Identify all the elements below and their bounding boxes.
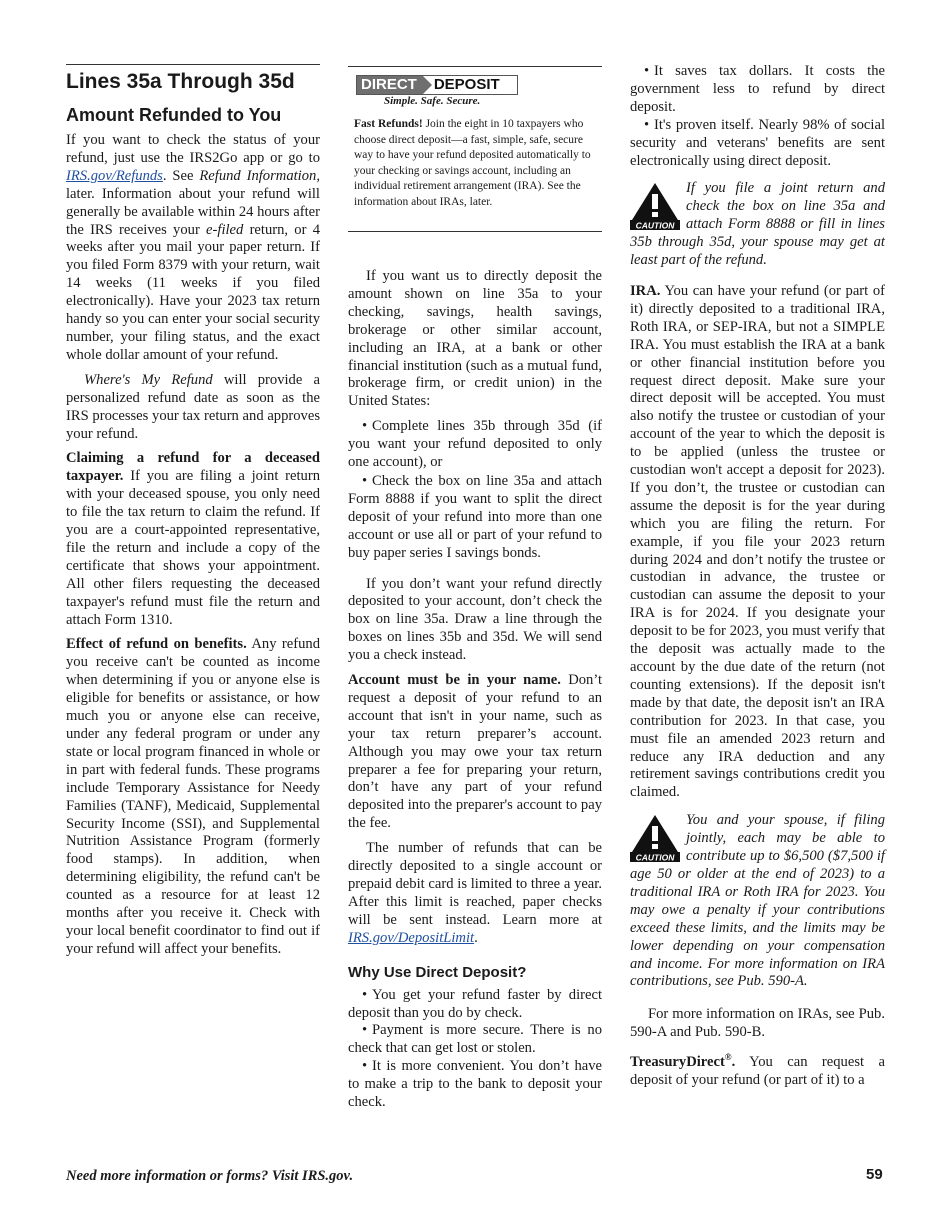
text-run: You get your refund faster by direct deposit than you do by check. (348, 986, 602, 1021)
caution-note-contribution-limits (630, 812, 885, 991)
footer-text: Need more information or forms? Visit IRS.gov. (66, 1168, 354, 1184)
direct-deposit-tagline: Simple. Safe. Secure. (384, 95, 481, 107)
deposit-limit-link[interactable]: IRS.gov/DepositLimit (348, 929, 475, 946)
text-run: . (731, 1053, 736, 1070)
caution-note-joint-return (630, 180, 885, 270)
run-in-heading (630, 1054, 735, 1070)
text-run: Payment is more secure. There is no check that can get lost or stolen. (348, 1022, 602, 1057)
section-subtitle: Amount Refunded to You (66, 105, 282, 125)
column-1 (66, 70, 320, 966)
text-run: Don’t request a deposit of your refund to an account that isn't in your name, such as your tax return preparer’s account. Although you may owe your tax return preparer a fee for preparing your return, don’t have any part of your refund deposited into the preparer's account to pay the fee. (348, 672, 602, 832)
text-run: Where's My Refund (84, 371, 213, 388)
refund-status-paragraph (66, 132, 320, 365)
wheres-my-refund-paragraph (66, 372, 320, 444)
run-in-heading: Account must be in your name. (348, 672, 561, 689)
direct-deposit-intro: If you want us to directly deposit the amount shown on line 35a to your checking, savings, health savings, brokerage or other similar account, including an IRA, at a bank or other financial institution (such as a mutual fund, brokerage firm, or credit union) in the United States: (348, 268, 602, 410)
bullet-icon: • (362, 1022, 368, 1039)
text-run: You can request a deposit of your refund (or part of it) to a (630, 1053, 885, 1088)
list-item (348, 418, 602, 472)
ira-paragraph (630, 283, 885, 802)
text-run: Join the eight in 10 taxpayers who choose direct deposit—a fast, simple, safe, secure way to have your refund deposited automatically to your checking or savings account, including an individual retirement arrangement (IRA). See the information about IRAs, later. (354, 118, 591, 208)
text-run: later. Information about your refund will generally be available within 24 hours after the IRS receives your (66, 185, 320, 238)
deceased-taxpayer-paragraph (66, 450, 320, 629)
registered-mark: ® (724, 1052, 732, 1063)
bullet-icon: • (644, 63, 650, 79)
run-in-heading: IRA. (630, 282, 661, 299)
bullet-icon: • (362, 1058, 368, 1075)
run-in-heading: Fast Refunds! (354, 118, 423, 130)
list-item (348, 987, 602, 1023)
text-run: e-filed (206, 221, 244, 238)
col1-top-rule (66, 64, 320, 65)
list-item (630, 63, 885, 117)
column-2 (348, 268, 602, 1112)
text-run: TreasuryDirect (630, 1053, 725, 1070)
page-number: 59 (866, 1166, 883, 1183)
list-item (348, 1058, 602, 1112)
text-run: If you are filing a joint return with your deceased spouse, you only need to file the tax return to claim the refund. If you are a court-appointed representative, file the return and include a copy of the certificate that shows your appointment. All other filers requesting the deceased taxpayer's refund must file the return and attach Form 1310. (66, 468, 320, 628)
benefits-paragraph (66, 636, 320, 958)
logo-deposit-text: DEPOSIT (433, 76, 500, 93)
text-run: You can have your refund (or part of it) directly deposited to a traditional IRA, Roth IRA, or SEP-IRA, but not a SIMPLE IRA. You must establish the IRA at a bank or other financial institution before you request direct deposit. Make sure your direct deposit will be accepted. You must also notify the trustee or custodian of your account of the year to which the deposit is to be applied (unless the trustee or custodian won't accept a deposit for 2023). If you don’t, the trustee or custodian can assume the deposit is for the year during which you are filing the return. For example, if you file your 2023 return during 2024 and don’t notify the trustee or custodian in advance, the trustee or custodian can assume the deposit to your IRA is for 2024. If you designate your deposit to be for 2023, you must verify that the deposit was actually made to the account by the due date of the return (not counting extensions). If the deposit isn't made by that date, the deposit isn't an IRA contribution for 2023. In that case, you must file an amended 2023 return and reduce any IRA deduction and any retirement savings contributions credit you claimed. (630, 282, 885, 801)
fast-refunds-text (354, 117, 598, 211)
more-ira-info-paragraph: For more information on IRAs, see Pub. 590-A and Pub. 590-B. (630, 1006, 885, 1041)
run-in-heading: Effect of refund on benefits. (66, 636, 247, 653)
direct-deposit-box (348, 66, 602, 232)
bullet-icon: • (644, 116, 650, 133)
caution-label: CAUTION (635, 220, 675, 231)
list-item (348, 1022, 602, 1058)
deposit-limit-paragraph (348, 840, 602, 947)
logo-arrow-icon (423, 76, 432, 94)
account-name-paragraph (348, 672, 602, 833)
caution-text: If you file a joint return and check the box on line 35a and attach Form 8888 or fill in lines 35b through 35d, your spouse may get at least part of the refund. (630, 180, 885, 269)
caution-icon (630, 814, 680, 862)
caution-label: CAUTION (635, 852, 675, 863)
text-run: . See (162, 167, 200, 184)
text-run: . (474, 929, 478, 946)
text-run: The number of refunds that can be directly deposited to a single account or prepaid debit card is limited to three a year. After this limit is reached, paper checks will be sent instead. Learn more at (348, 840, 602, 928)
text-run: If you want to check the status of your refund, just use the IRS2Go app or go to (66, 132, 320, 166)
list-item (630, 117, 885, 171)
list-item (348, 473, 602, 563)
treasury-direct-paragraph (630, 1049, 885, 1090)
direct-deposit-logo (356, 75, 518, 95)
text-run: return, or 4 weeks after you mail your paper return. If you filed Form 8379 with your return, wait 14 weeks (11 weeks if you filed electronically). Have your 2023 tax return handy so you can enter your social security number, your filing status, and the exact whole dollar amount of your refund. (66, 221, 320, 363)
bullet-icon: • (362, 418, 368, 435)
text-run: will provide a personalized refund date as soon as the IRS processes your tax return and approves your refund. (66, 371, 320, 442)
run-in-heading: Claiming a refund for a deceased taxpayer. (66, 450, 320, 485)
column-3 (630, 63, 885, 1097)
text-run: It saves tax dollars. It costs the government less to refund by direct deposit. (630, 63, 885, 115)
text-run: Any refund you receive can't be counted as income when determining if you or anyone else is eligible for benefits or assistance, or how much you or anyone else can receive, under any federal program or under any state or local program financed in whole or in part with federal funds. These programs include Temporary Assistance for Needy Families (TANF), Medicaid, Supplemental Security Income (SSI), and Supplemental Nutrition Assistance Program (formerly food stamps). In addition, when determining eligibility, the refund can't be counted as a resource for at least 12 months after you receive it. Check with your local benefit coordinator to find out if your refund will affect your benefits. (66, 636, 320, 957)
irs-refunds-link[interactable]: IRS.gov/Refunds (66, 167, 163, 184)
text-run: Check the box on line 35a and attach Form 8888 if you want to split the direct deposit of your refund into more than one account or use all or part of your refund to buy paper series I savings bonds. (348, 472, 602, 561)
no-direct-deposit-paragraph: If you don’t want your refund directly deposited to your account, don’t check the box on line 35a. Draw a line through the boxes on lines 35b and 35d. We will send you a check instead. (348, 575, 602, 664)
caution-icon (630, 182, 680, 230)
text-run: Refund Information, (199, 167, 320, 184)
caution-text: You and your spouse, if filing jointly, each may be able to contribute up to $6,500 ($7,500 if age 50 or older at the end of 2023) to a traditional IRA or Roth IRA for 2023. You may owe a penalty if your contributions exceed these limits, and the limits may be lower depending on your compensation and income. For more information on IRA contributions, see Pub. 590-A. (630, 812, 885, 990)
text-run: Complete lines 35b through 35d (if you want your refund deposited to only one account), or (348, 418, 602, 471)
bullet-icon: • (362, 472, 368, 489)
why-direct-deposit-heading: Why Use Direct Deposit? (348, 963, 527, 981)
logo-direct-text: DIRECT (357, 76, 423, 94)
text-run: It is more convenient. You don’t have to make a trip to the bank to deposit your check. (348, 1058, 602, 1111)
bullet-icon: • (362, 986, 368, 1003)
section-title: Lines 35a Through 35d (66, 70, 295, 93)
text-run: It's proven itself. Nearly 98% of social security and veterans' benefits are sent electronically using direct deposit. (630, 116, 885, 169)
